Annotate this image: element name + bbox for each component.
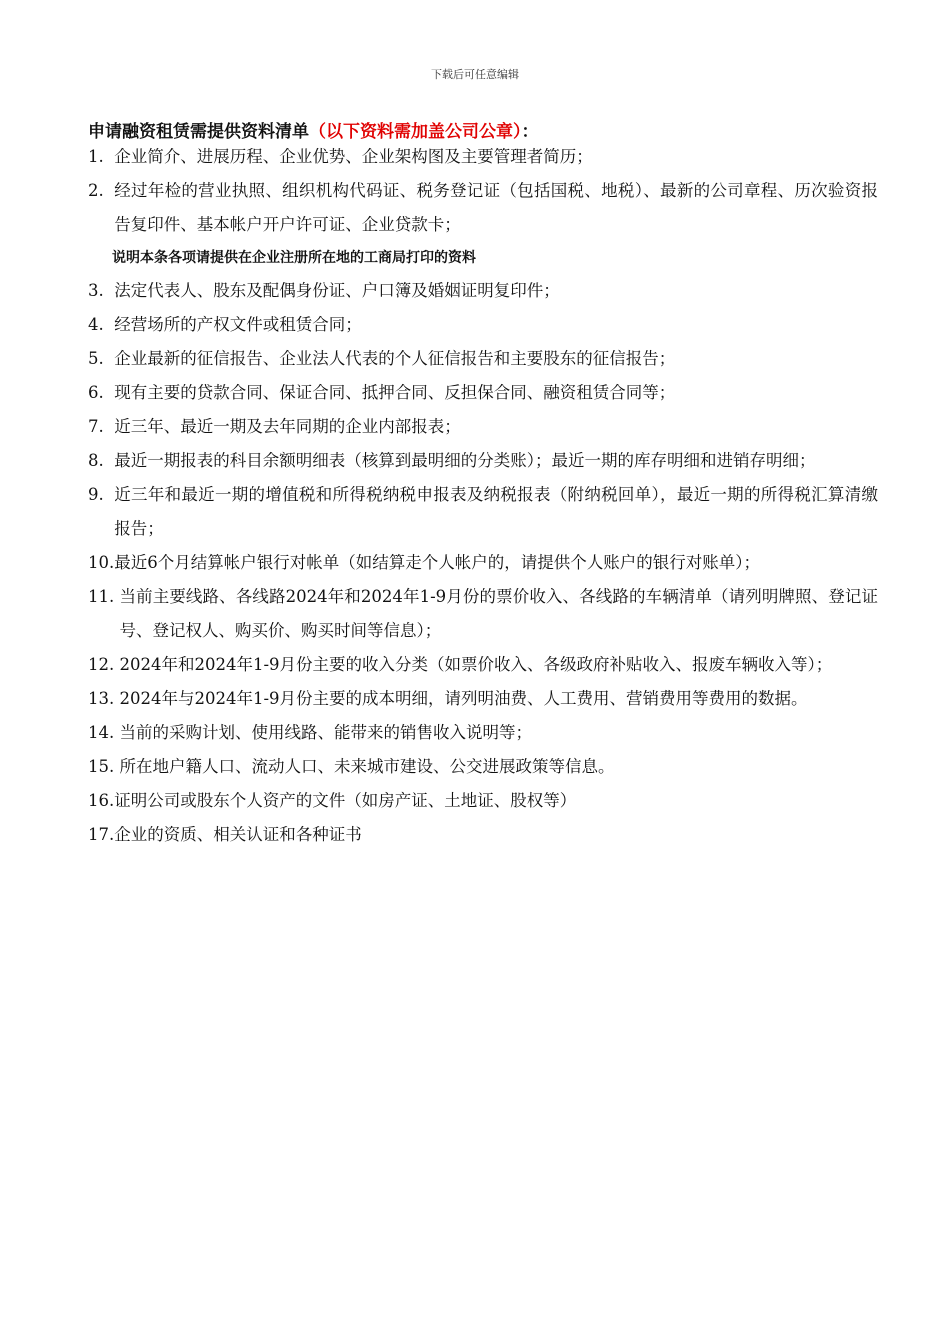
list-item-number: 10. bbox=[88, 553, 115, 572]
list-item-number: 4. bbox=[88, 315, 115, 334]
list-item bbox=[88, 140, 878, 174]
list-item-number: 1. bbox=[88, 147, 115, 166]
title-stamp-note: （以下资料需加盖公司公章） bbox=[309, 122, 522, 142]
list-item-text: 所在地户籍人口、流动人口、未来城市建设、公交进展政策等信息。 bbox=[119, 757, 615, 776]
list-item bbox=[88, 174, 878, 242]
list-item bbox=[88, 648, 878, 682]
list-item bbox=[88, 342, 878, 376]
list-item-text: 企业简介、进展历程、企业优势、企业架构图及主要管理者简历； bbox=[114, 147, 593, 166]
list-item-number: 5. bbox=[88, 349, 115, 368]
list-item-text: 最近一期报表的科目余额明细表（核算到最明细的分类账）；最近一期的库存明细和进销存明细； bbox=[114, 451, 816, 470]
list-item-number: 8. bbox=[88, 451, 115, 470]
list-item-text: 经营场所的产权文件或租赁合同； bbox=[114, 315, 362, 334]
list-item-number: 15. bbox=[88, 757, 120, 776]
list-item-text: 近三年、最近一期及去年同期的企业内部报表； bbox=[114, 417, 461, 436]
page-header: 下载后可任意编辑 bbox=[431, 68, 519, 81]
list-item-text: 当前的采购计划、使用线路、能带来的销售收入说明等； bbox=[119, 723, 532, 742]
page-title bbox=[88, 117, 539, 142]
list-item bbox=[88, 444, 878, 478]
list-item bbox=[88, 478, 878, 546]
list-item-text: 2024年与2024年1-9月份主要的成本明细，请列明油费、人工费用、营销费用等费用的数据。 bbox=[119, 689, 808, 708]
list-item-text: 最近6个月结算帐户银行对帐单（如结算走个人帐户的，请提供个人账户的银行对账单）； bbox=[114, 553, 760, 572]
list-item-number: 12. bbox=[88, 655, 120, 674]
list-item-text: 经过年检的营业执照、组织机构代码证、税务登记证（包括国税、地税）、最新的公司章程、历次验资报告复印件、基本帐户开户许可证、企业贷款卡； bbox=[114, 181, 878, 234]
title-main: 申请融资租赁需提供资料清单 bbox=[88, 122, 309, 142]
list-item bbox=[88, 580, 878, 648]
item-2-note: 说明本条各项请提供在企业注册所在地的工商局打印的资料 bbox=[112, 250, 476, 266]
list-item-number: 3. bbox=[88, 281, 115, 300]
list-item bbox=[88, 376, 878, 410]
list-item bbox=[88, 784, 878, 818]
title-suffix: ： bbox=[521, 122, 539, 142]
list-item-number: 7. bbox=[88, 417, 115, 436]
list-item-number: 17. bbox=[88, 825, 115, 844]
list-item-number: 14. bbox=[88, 723, 120, 742]
list-item-number: 11. bbox=[88, 587, 120, 606]
list-item-text: 当前主要线路、各线路2024年和2024年1-9月份的票价收入、各线路的车辆清单（请列明牌照、登记证号、登记权人、购买价、购买时间等信息）； bbox=[119, 587, 878, 640]
list-item-text: 企业的资质、相关认证和各种证书 bbox=[114, 825, 362, 844]
list-item bbox=[88, 410, 878, 444]
list-item bbox=[88, 546, 878, 580]
list-item bbox=[88, 274, 878, 308]
list-item bbox=[88, 682, 878, 716]
list-item-number: 16. bbox=[88, 791, 115, 810]
list-item-text: 法定代表人、股东及配偶身份证、户口簿及婚姻证明复印件； bbox=[114, 281, 560, 300]
list-item-text: 证明公司或股东个人资产的文件（如房产证、土地证、股权等） bbox=[114, 791, 577, 810]
list-item-text: 企业最新的征信报告、企业法人代表的个人征信报告和主要股东的征信报告； bbox=[114, 349, 676, 368]
list-item bbox=[88, 818, 878, 852]
list-item-text: 近三年和最近一期的增值税和所得税纳税申报表及纳税报表（附纳税回单），最近一期的所得税汇算清缴报告； bbox=[114, 485, 878, 538]
list-item bbox=[88, 750, 878, 784]
list-item-text: 现有主要的贷款合同、保证合同、抵押合同、反担保合同、融资租赁合同等； bbox=[114, 383, 676, 402]
list-item bbox=[88, 716, 878, 750]
list-item-number: 9. bbox=[88, 485, 115, 504]
list-item-number: 13. bbox=[88, 689, 120, 708]
document-list bbox=[88, 140, 878, 852]
list-item-number: 2. bbox=[88, 181, 115, 200]
list-item-text: 2024年和2024年1-9月份主要的收入分类（如票价收入、各级政府补贴收入、报废车辆收入等）； bbox=[119, 655, 833, 674]
list-item bbox=[88, 308, 878, 342]
list-item-number: 6. bbox=[88, 383, 115, 402]
